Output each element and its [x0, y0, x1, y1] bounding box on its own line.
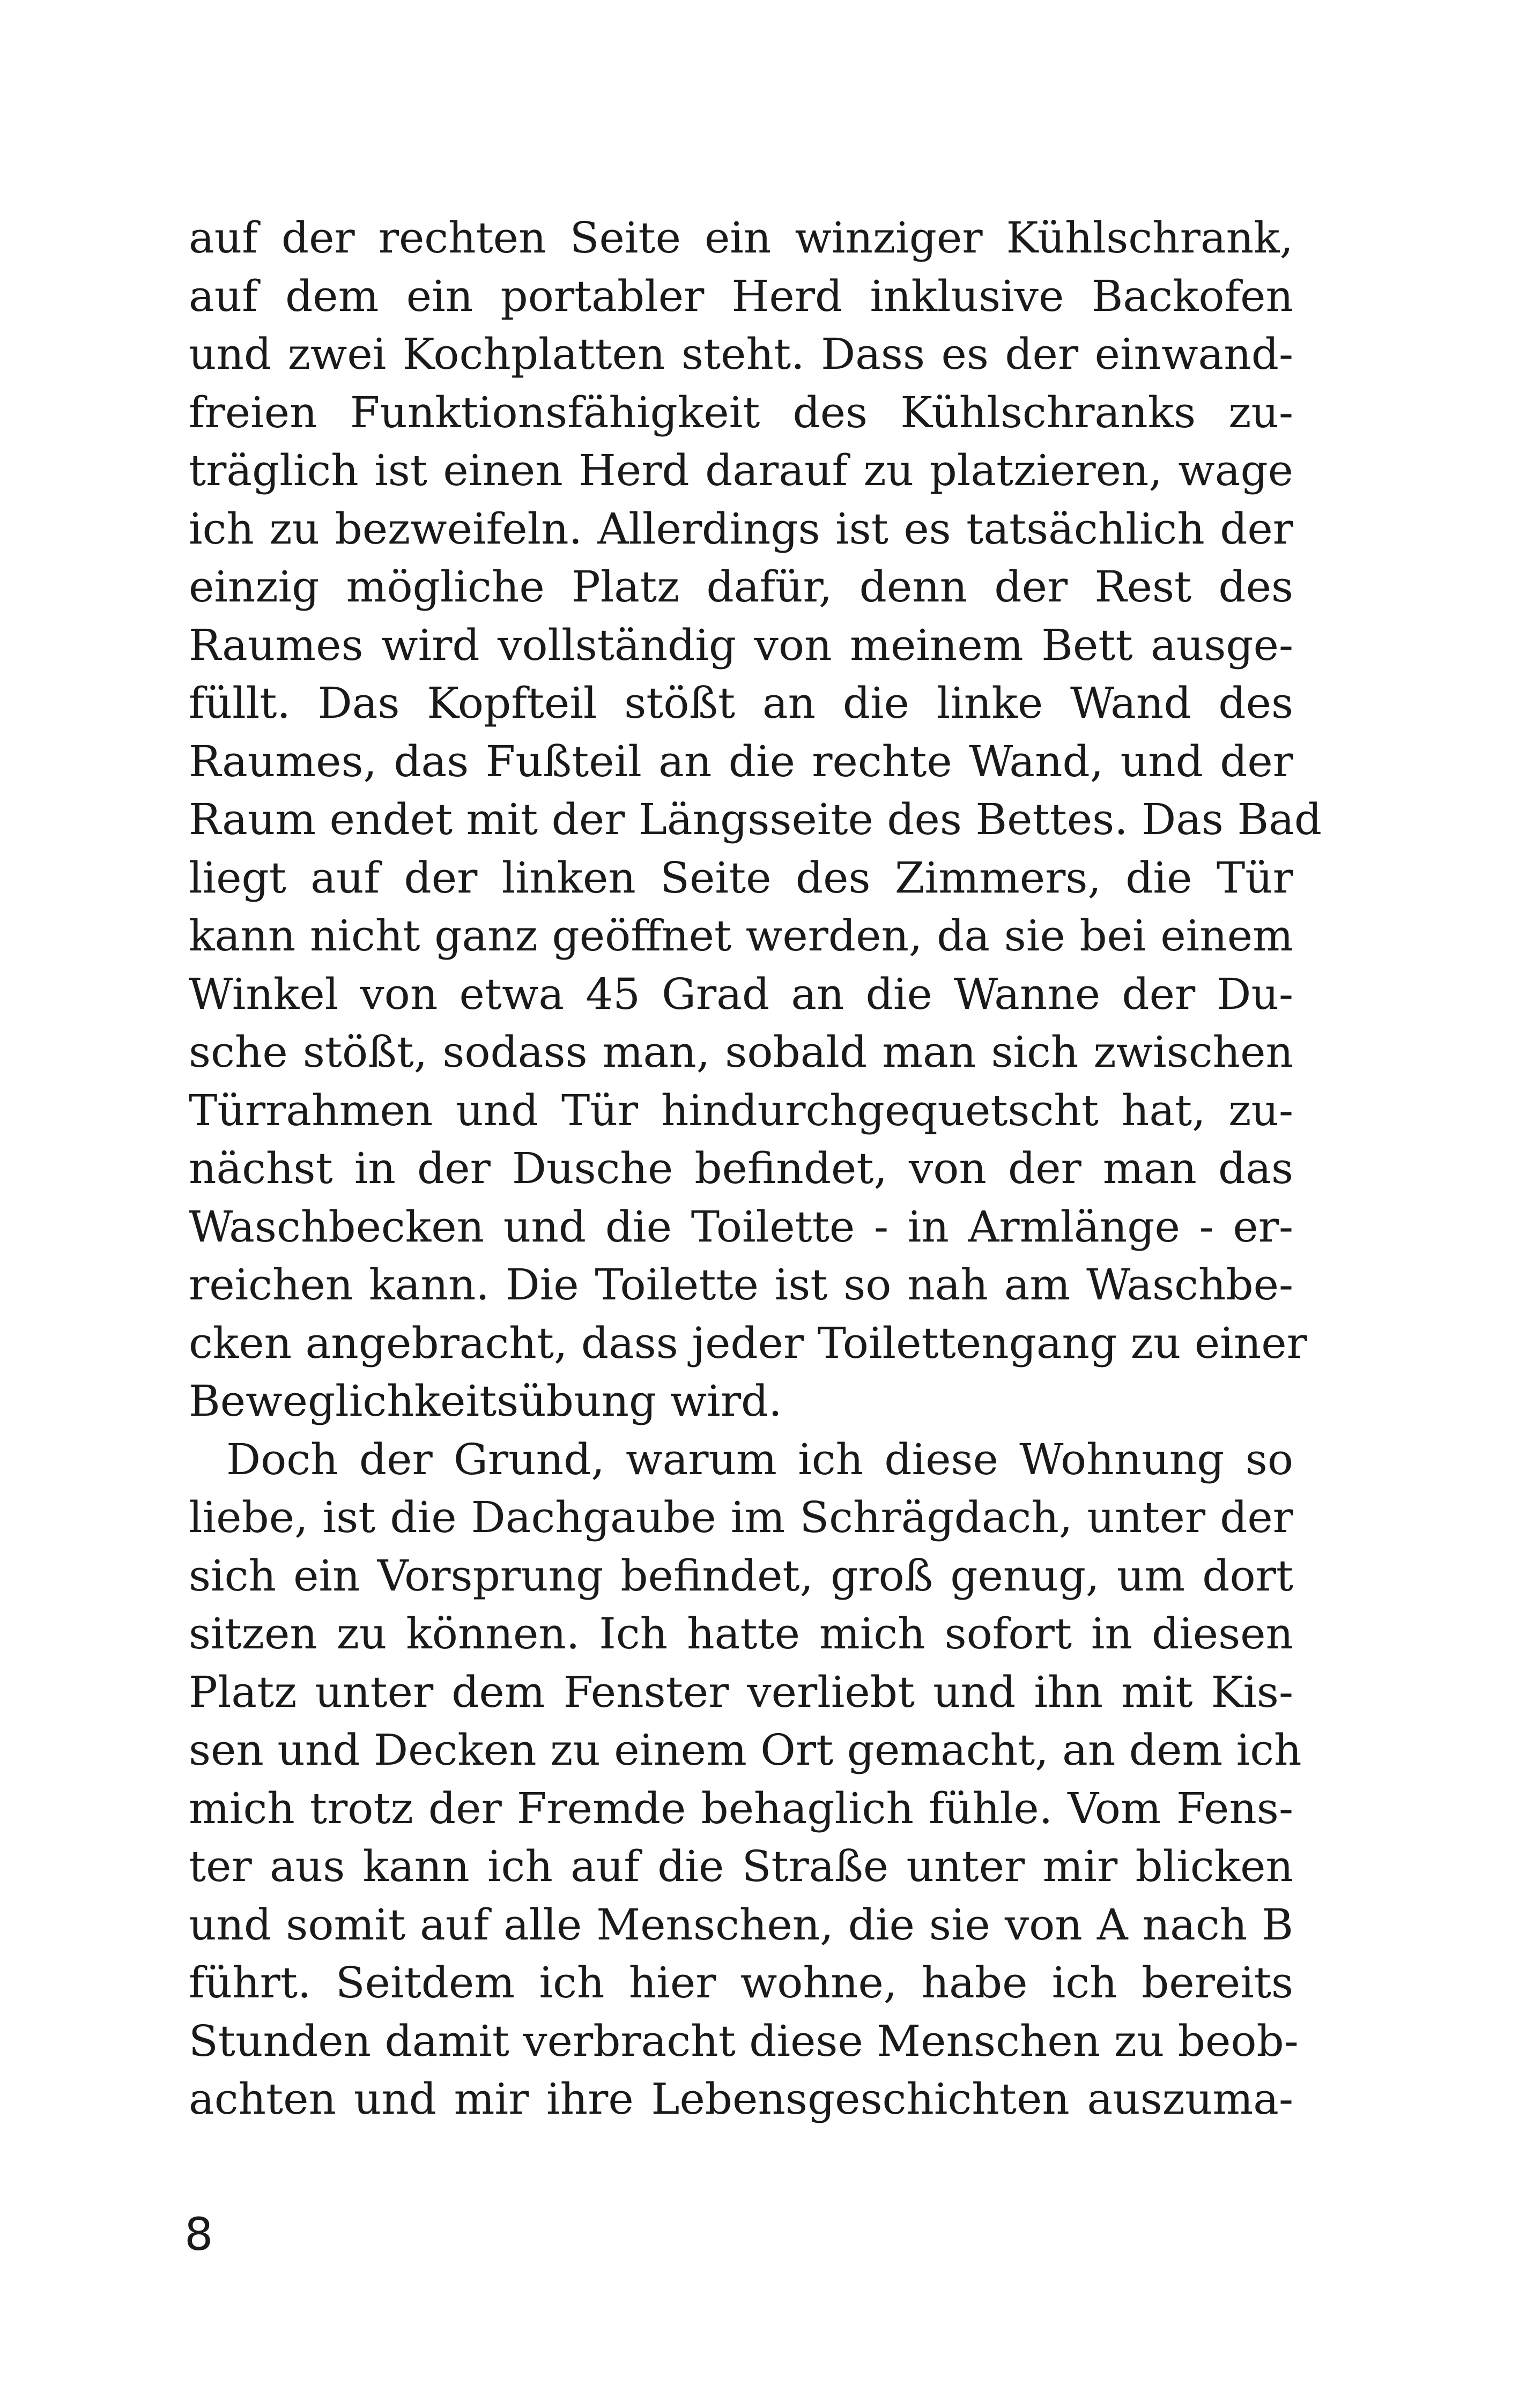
body-text — [189, 209, 1322, 2129]
text-line: Stunden damit verbracht diese Menschen zu beob- — [189, 2016, 1299, 2066]
text-line: sen und Decken zu einem Ort gemacht, an dem ich — [189, 1725, 1302, 1775]
text-line: füllt. Das Kopfteil stößt an die linke Wand des — [189, 678, 1293, 728]
text-line: und zwei Kochplatten steht. Dass es der einwand- — [189, 329, 1293, 379]
text-line: achten und mir ihre Lebensgeschichten auszuma- — [189, 2074, 1293, 2124]
text-line: ter aus kann ich auf die Straße unter mir blicken — [189, 1841, 1293, 1891]
text-line: einzig mögliche Platz dafür, denn der Rest des — [189, 562, 1293, 612]
text-line: sich ein Vorsprung befindet, groß genug, um dort — [189, 1550, 1293, 1601]
text-line: nächst in der Dusche befindet, von der man das — [189, 1143, 1293, 1193]
text-line: auf dem ein portabler Herd inklusive Backofen — [189, 271, 1293, 321]
text-line: führt. Seitdem ich hier wohne, habe ich bereits — [189, 1958, 1293, 2008]
page-number: 8 — [184, 2208, 213, 2261]
text-line: reichen kann. Die Toilette ist so nah am Waschbe- — [189, 1260, 1293, 1310]
text-line: liebe, ist die Dachgaube im Schrägdach, unter der — [189, 1492, 1293, 1542]
text-line: Beweglichkeitsübung wird. — [189, 1376, 782, 1426]
text-line: sche stößt, sodass man, sobald man sich zwischen — [189, 1027, 1293, 1077]
text-line: Doch der Grund, warum ich diese Wohnung so — [226, 1434, 1293, 1484]
text-line: liegt auf der linken Seite des Zimmers, die Tür — [189, 852, 1293, 903]
text-line: Raumes wird vollständig von meinem Bett ausge- — [189, 620, 1293, 670]
text-line: Platz unter dem Fenster verliebt und ihn mit Kis- — [189, 1667, 1293, 1717]
text-line: ich zu bezweifeln. Allerdings ist es tatsächlich der — [189, 503, 1293, 554]
text-line: auf der rechten Seite ein winziger Kühlschrank, — [189, 213, 1293, 263]
text-line: cken angebracht, dass jeder Toilettengang zu einer — [189, 1318, 1307, 1368]
text-line: träglich ist einen Herd darauf zu platzieren, wage — [189, 445, 1293, 495]
text-line: Raum endet mit der Längsseite des Bettes. Das Bad — [189, 794, 1322, 844]
text-line: freien Funktionsfähigkeit des Kühlschranks zu- — [189, 387, 1293, 437]
text-line: und somit auf alle Menschen, die sie von A nach B — [189, 1899, 1293, 1950]
text-line: Waschbecken und die Toilette - in Armlänge - er- — [189, 1201, 1293, 1252]
text-line: Türrahmen und Tür hindurchgequetscht hat, zu- — [189, 1085, 1293, 1135]
text-line: mich trotz der Fremde behaglich fühle. Vom Fens- — [189, 1783, 1293, 1833]
text-line: Winkel von etwa 45 Grad an die Wanne der Du- — [189, 969, 1293, 1019]
text-line: Raumes, das Fußteil an die rechte Wand, und der — [189, 736, 1293, 786]
text-line: kann nicht ganz geöffnet werden, da sie bei einem — [189, 911, 1293, 961]
text-line: sitzen zu können. Ich hatte mich sofort in diesen — [189, 1609, 1293, 1659]
